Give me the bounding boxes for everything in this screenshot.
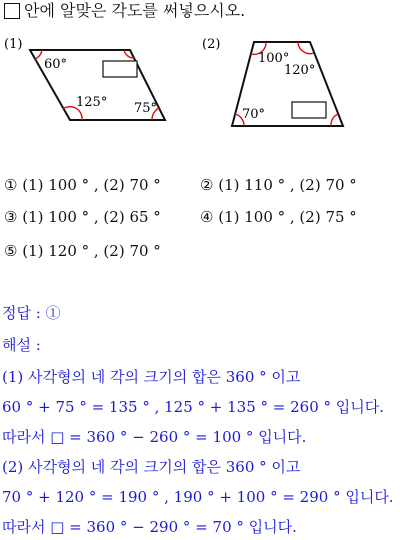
figure-1 bbox=[0, 30, 200, 130]
angle-label-75: 75° bbox=[134, 101, 158, 116]
figure-2 bbox=[200, 30, 400, 130]
figure-2-label: (2) bbox=[202, 37, 221, 52]
explanation-line-3: 따라서 □ = 360 ° − 260 ° = 100 ° 입니다. bbox=[2, 428, 307, 446]
choice-2[interactable]: ② (1) 110 ° , (2) 70 ° bbox=[200, 176, 357, 194]
angle-label-100: 100° bbox=[258, 51, 290, 66]
answer-blank-box-2 bbox=[292, 102, 326, 118]
angle-label-120: 120° bbox=[284, 63, 316, 78]
explanation-line-1: (1) 사각형의 네 각의 크기의 합은 360 ° 이고 bbox=[2, 368, 301, 386]
explanation-heading: 해설 : bbox=[2, 336, 41, 354]
angle-label-70: 70° bbox=[242, 107, 266, 122]
choice-3[interactable]: ③ (1) 100 ° , (2) 65 ° bbox=[4, 208, 161, 226]
question-text: 안에 알맞은 각도를 써넣으시오. bbox=[24, 1, 246, 20]
answer-blank-box-1 bbox=[103, 61, 137, 77]
angle-arc-blank-2 bbox=[331, 114, 338, 126]
explanation-line-4: (2) 사각형의 네 각의 크기의 합은 360 ° 이고 bbox=[2, 458, 301, 476]
explanation-line-6: 따라서 □ = 360 ° − 290 ° = 70 ° 입니다. bbox=[2, 518, 297, 536]
choice-5[interactable]: ⑤ (1) 120 ° , (2) 70 ° bbox=[4, 242, 161, 260]
answer-blank-box bbox=[4, 3, 20, 19]
angle-arc-60 bbox=[35, 50, 42, 59]
explanation-line-2: 60 ° + 75 ° = 135 ° , 125 ° + 135 ° = 260 ° 입니다. bbox=[2, 398, 385, 416]
question-header bbox=[4, 0, 245, 22]
angle-label-125: 125° bbox=[76, 95, 108, 110]
explanation-line-5: 70 ° + 120 ° = 190 ° , 190 ° + 100 ° = 290 ° 입니다. bbox=[2, 488, 394, 506]
choice-1[interactable]: ① (1) 100 ° , (2) 70 ° bbox=[4, 176, 161, 194]
choice-4[interactable]: ④ (1) 100 ° , (2) 75 ° bbox=[200, 208, 357, 226]
answer-line: 정답 : ① bbox=[2, 304, 61, 322]
figure-1-label: (1) bbox=[4, 37, 23, 52]
angle-label-60: 60° bbox=[44, 57, 68, 72]
